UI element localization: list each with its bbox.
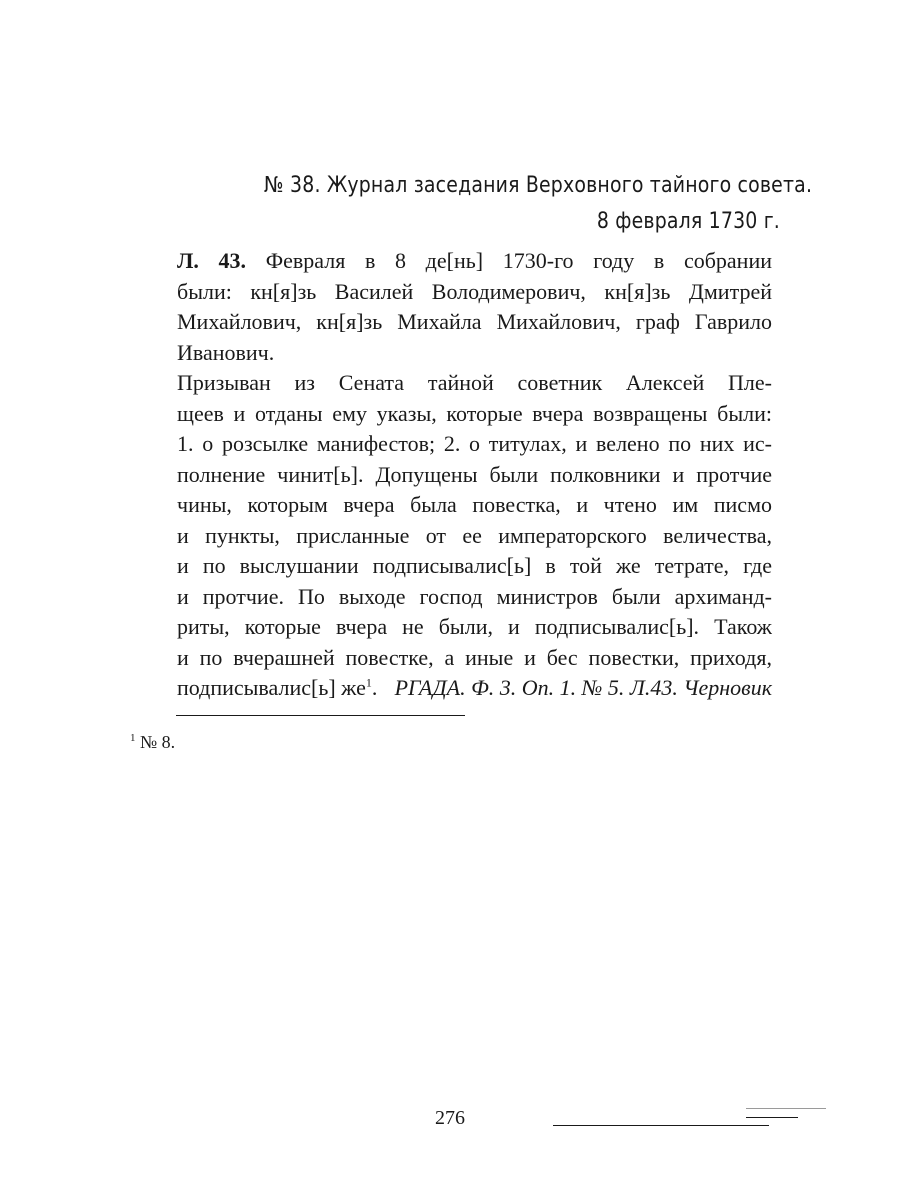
heading-title: № 38. Журнал заседания Верховного тайного совета.: [264, 173, 813, 198]
footnote-reference[interactable]: 1: [365, 675, 372, 690]
footnote-text: № 8.: [135, 732, 176, 752]
paragraph-2-line-10: и по вчерашней повестке, а иные и бес повестки, приходя,: [177, 644, 772, 670]
paragraph-1-line-2: были: кн[я]зь Василей Володимерович, кн[я]зь Дмитрей: [177, 278, 772, 304]
document-body: [130, 246, 772, 704]
page-number: 276: [435, 1107, 465, 1129]
corner-rule-light: [746, 1108, 826, 1109]
paragraph-2-line-6: и пункты, присланные от ее императорского величества,: [177, 522, 772, 548]
paragraph-2-line-11: подписывалис[ь] $же^1$.: [177, 675, 378, 700]
paragraph-1-line-1: Л. 43. Февраля в 8 де[нь] 1730-го году в собрании: [177, 248, 773, 273]
document-heading: [264, 168, 813, 240]
paragraph-1-line-3: Михайлович, кн[я]зь Михайла Михайлович, граф Гаврило: [177, 309, 772, 334]
corner-rule-dark: [746, 1117, 798, 1118]
paragraph-1-line-4: Иванович.: [177, 339, 275, 365]
paragraph-2-line-3: 1. о розсылке манифестов; 2. о титулах, и велено по них ис-: [177, 431, 772, 456]
footnote-number: 1: [130, 732, 136, 744]
bottom-rule: [553, 1125, 769, 1126]
paragraph-2-line-4: полнение чинит[ь]. Допущены были полковники и протчие: [177, 461, 772, 487]
paragraph-2-line-7: и по выслушании подписывалис[ь] в той же тетрате, где: [177, 553, 772, 578]
paragraph-2-line-9: риты, которые вчера не были, и подписывалис[ь]. Також: [177, 614, 772, 639]
paragraph-1: [130, 246, 772, 368]
footnote-divider: [176, 715, 465, 716]
end-mark: .: [371, 675, 378, 700]
heading-date: 8 февраля 1730 г.: [596, 209, 780, 234]
paragraph-2-line-1: Призыван из Сената тайной советник Алексей Пле-: [177, 370, 772, 395]
paragraph-2-line-8: и протчие. По выходе господ министров были архиманд-: [177, 583, 772, 609]
footnote: [130, 730, 175, 754]
paragraph-2: [130, 368, 772, 704]
paragraph-2-line-2: щеев и отданы ему указы, которые вчера возвращены были:: [177, 400, 772, 426]
folio-label: Л. 43.: [177, 248, 247, 273]
paragraph-2-line-5: чины, которым вчера была повестка, и чтено им писмо: [177, 492, 772, 517]
archival-source: РГАДА. Ф. 3. Оп. 1. № 5. Л.43. Черновик: [394, 675, 772, 700]
